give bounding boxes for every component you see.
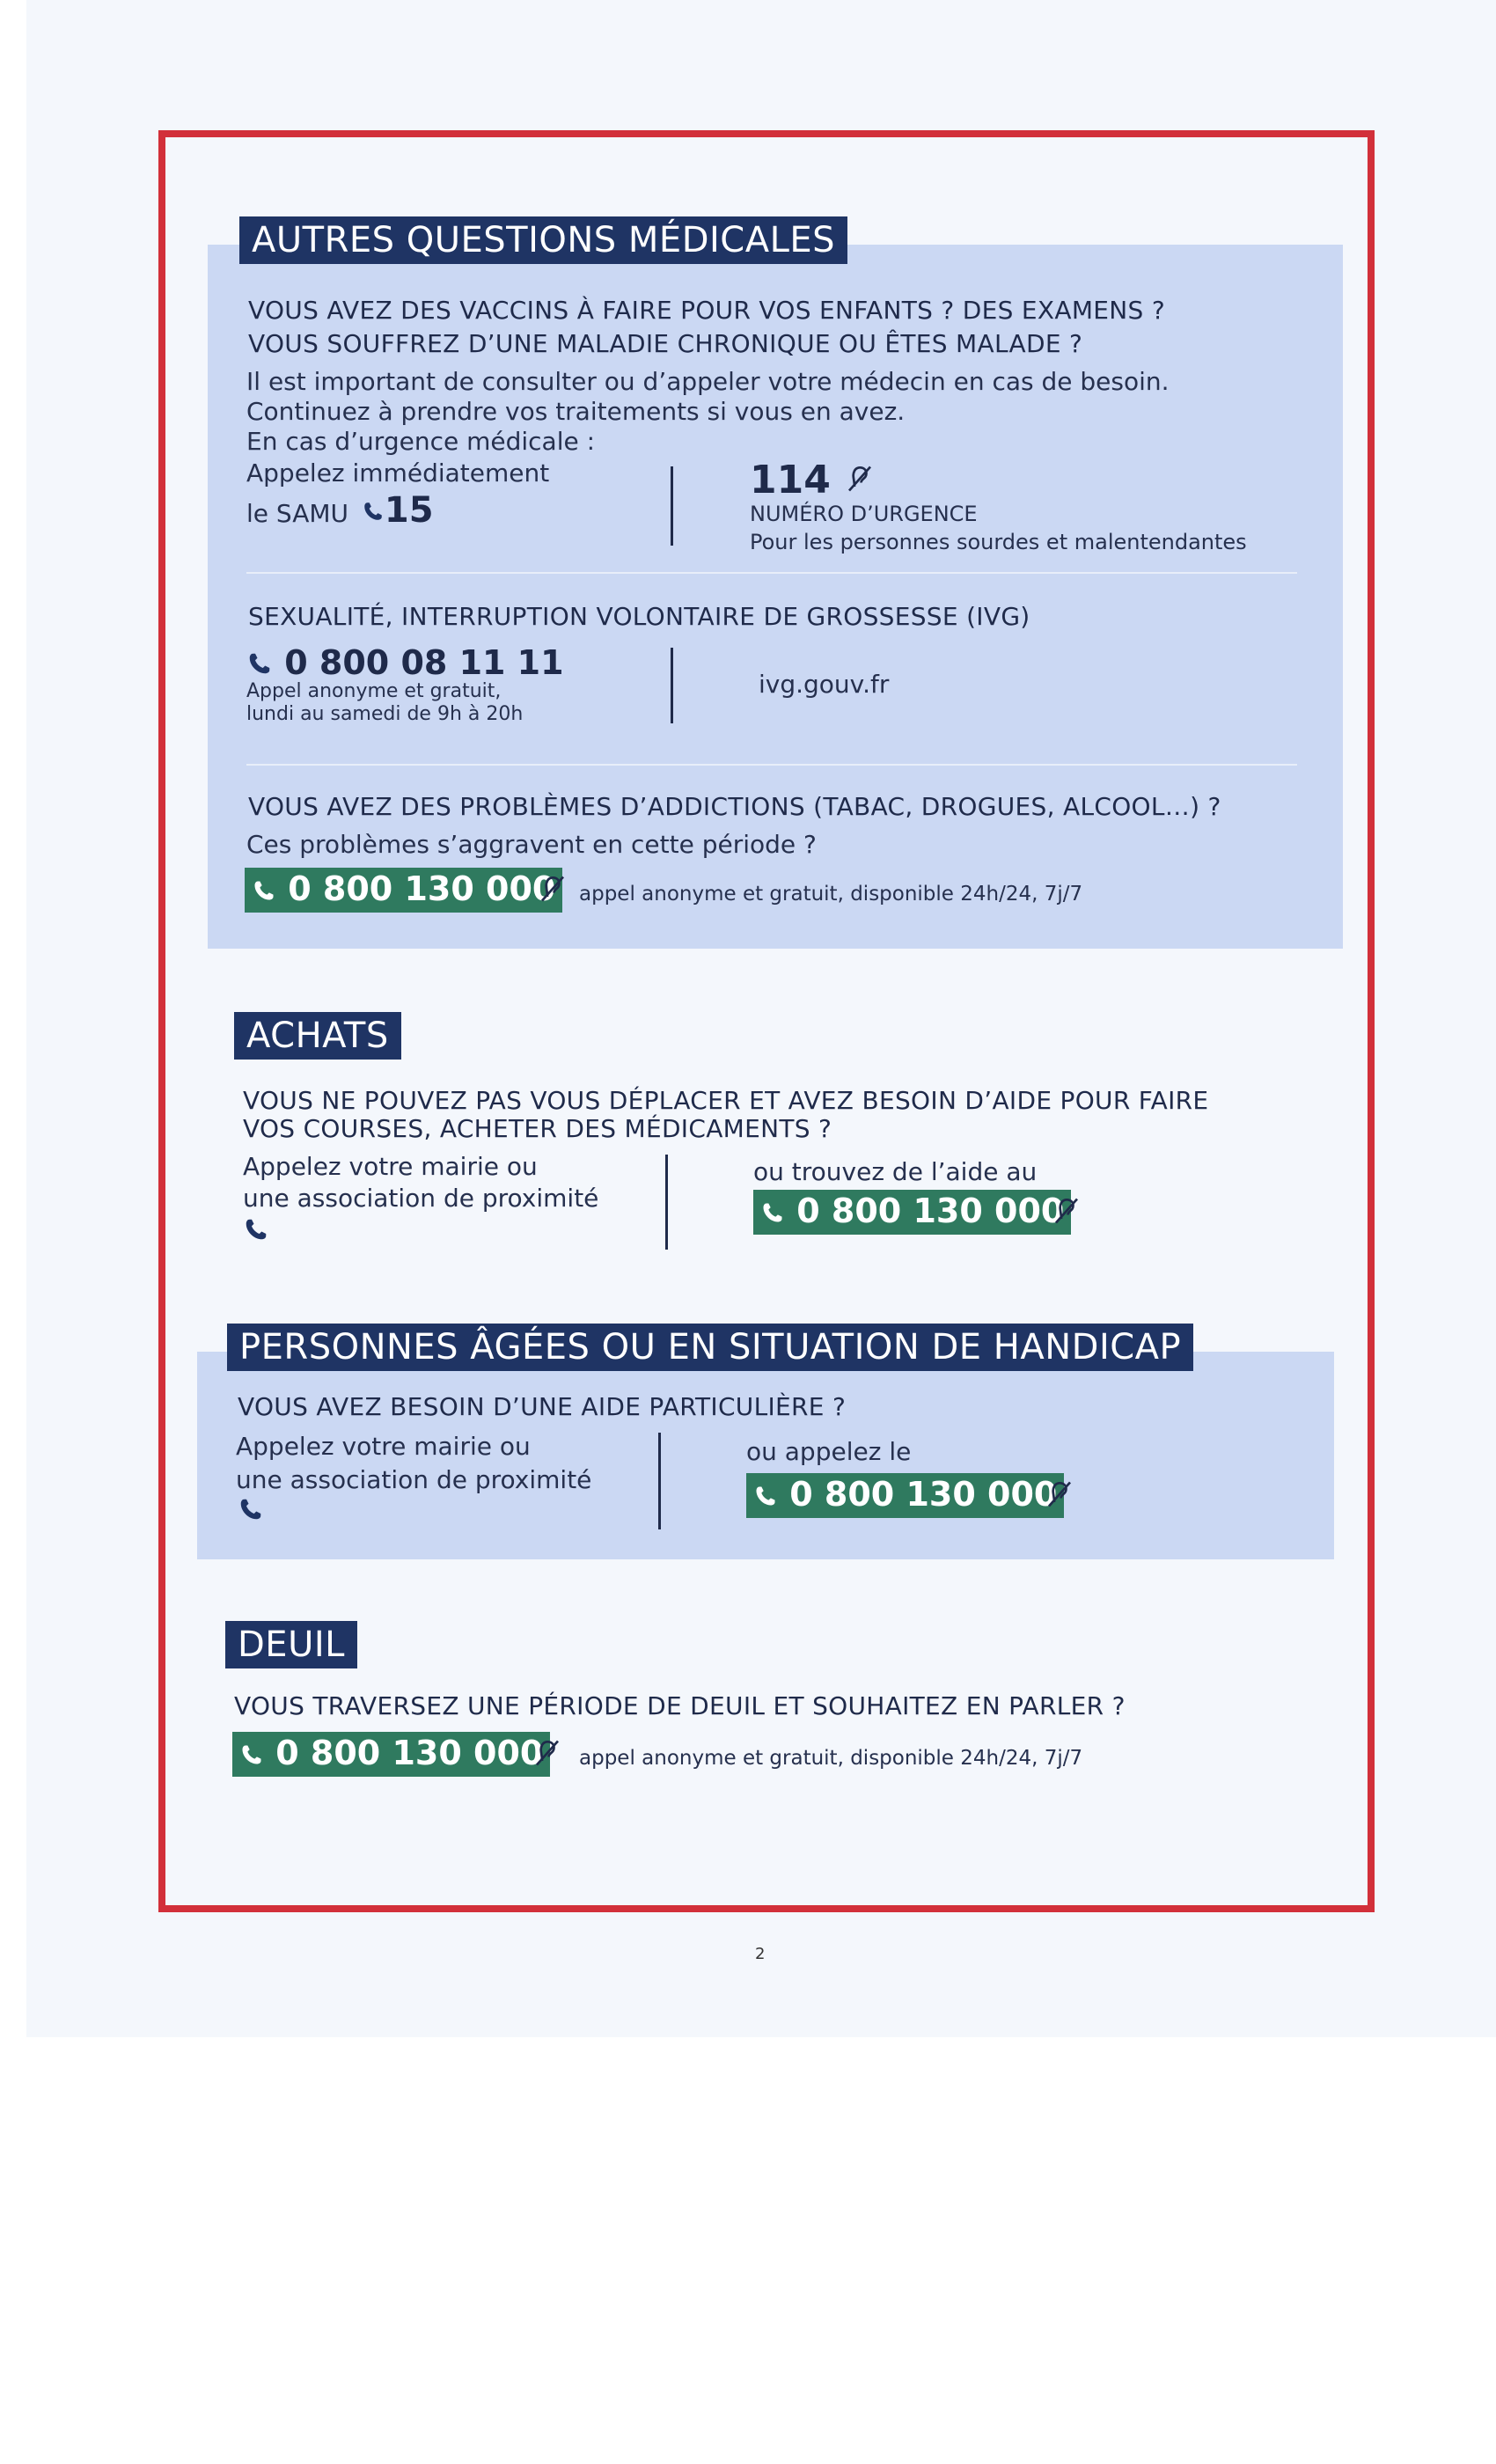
phone-icon <box>238 1496 264 1526</box>
ivg-note-line2: lundi au samedi de 9h à 20h <box>246 703 524 725</box>
ivg-note-line1: Appel anonyme et gratuit, <box>246 680 502 702</box>
elderly-question: VOUS AVEZ BESOIN D’UNE AIDE PARTICULIÈRE ? <box>238 1392 847 1421</box>
medical-text-line1: Il est important de consulter ou d’appeler votre médecin en cas de besoin. <box>246 367 1170 396</box>
sexuality-question: SEXUALITÉ, INTERRUPTION VOLONTAIRE DE GROSSESSE (IVG) <box>248 602 1030 631</box>
medical-text-line2: Continuez à prendre vos traitements si vous en avez. <box>246 397 906 426</box>
phone-icon <box>760 1192 785 1235</box>
addiction-note: appel anonyme et gratuit, disponible 24h/24, 7j/7 <box>579 883 1083 906</box>
grief-heading: DEUIL <box>225 1621 357 1668</box>
samu-number[interactable]: 15 <box>384 490 434 531</box>
purchases-heading: ACHATS <box>234 1012 401 1060</box>
elderly-heading: PERSONNES ÂGÉES OU EN SITUATION DE HANDICAP <box>227 1324 1193 1371</box>
emergency-note: Pour les personnes sourdes et malentendantes <box>750 530 1247 554</box>
addiction-phone-badge[interactable]: 0 800 130 000 <box>245 868 562 913</box>
grief-phone-badge[interactable]: 0 800 130 000 <box>232 1732 550 1777</box>
elderly-left-line1: Appelez votre mairie ou <box>236 1432 531 1461</box>
medical-text-line3: En cas d’urgence médicale : <box>246 427 596 456</box>
emergency-number[interactable]: 114 <box>750 458 876 505</box>
samu-line2 <box>246 490 434 531</box>
elderly-left-line2: une association de proximité <box>236 1465 592 1494</box>
phone-icon <box>252 870 276 913</box>
addiction-question: VOUS AVEZ DES PROBLÈMES D’ADDICTIONS (TABAC, DROGUES, ALCOOL…) ? <box>248 792 1221 821</box>
medical-divider-2 <box>671 648 673 723</box>
grief-note: appel anonyme et gratuit, disponible 24h/24, 7j/7 <box>579 1747 1083 1770</box>
ivg-website-link[interactable]: ivg.gouv.fr <box>759 670 890 699</box>
samu-line1: Appelez immédiatement <box>246 458 550 488</box>
medical-separator-2 <box>246 764 1297 766</box>
purchases-divider <box>665 1155 668 1250</box>
addiction-text: Ces problèmes s’aggravent en cette période ? <box>246 830 817 859</box>
phone-icon <box>753 1476 778 1518</box>
phone-icon <box>243 1216 269 1246</box>
page-number: 2 <box>755 1945 766 1963</box>
deaf-icon <box>1051 1195 1082 1230</box>
deaf-icon <box>532 1737 563 1772</box>
elderly-divider <box>658 1433 661 1529</box>
purchases-left-line2: une association de proximité <box>243 1184 599 1213</box>
purchases-right-text: ou trouvez de l’aide au <box>753 1157 1038 1186</box>
deaf-icon <box>844 459 876 505</box>
medical-question-line1: VOUS AVEZ DES VACCINS À FAIRE POUR VOS ENFANTS ? DES EXAMENS ? <box>248 296 1165 325</box>
grief-question: VOUS TRAVERSEZ UNE PÉRIODE DE DEUIL ET SOUHAITEZ EN PARLER ? <box>234 1691 1126 1720</box>
deaf-icon <box>537 873 568 908</box>
ivg-phone[interactable]: 0 800 08 11 11 <box>246 641 564 687</box>
purchases-phone-badge[interactable]: 0 800 130 000 <box>753 1190 1071 1235</box>
medical-divider-1 <box>671 466 673 546</box>
deaf-icon <box>1044 1478 1075 1514</box>
samu-prefix: le SAMU <box>246 499 349 528</box>
medical-separator-1 <box>246 572 1297 574</box>
phone-icon <box>362 499 385 531</box>
medical-question-line2: VOUS SOUFFREZ D’UNE MALADIE CHRONIQUE OU ÊTES MALADE ? <box>248 329 1083 358</box>
emergency-label: NUMÉRO D’URGENCE <box>750 502 978 526</box>
phone-icon <box>239 1734 264 1777</box>
purchases-question-line1: VOUS NE POUVEZ PAS VOUS DÉPLACER ET AVEZ BESOIN D’AIDE POUR FAIRE <box>243 1086 1209 1115</box>
purchases-left-line1: Appelez votre mairie ou <box>243 1152 538 1181</box>
medical-heading: AUTRES QUESTIONS MÉDICALES <box>239 216 847 264</box>
elderly-right-text: ou appelez le <box>746 1437 912 1466</box>
purchases-question-line2: VOS COURSES, ACHETER DES MÉDICAMENTS ? <box>243 1114 832 1143</box>
elderly-phone-badge[interactable]: 0 800 130 000 <box>746 1473 1064 1518</box>
